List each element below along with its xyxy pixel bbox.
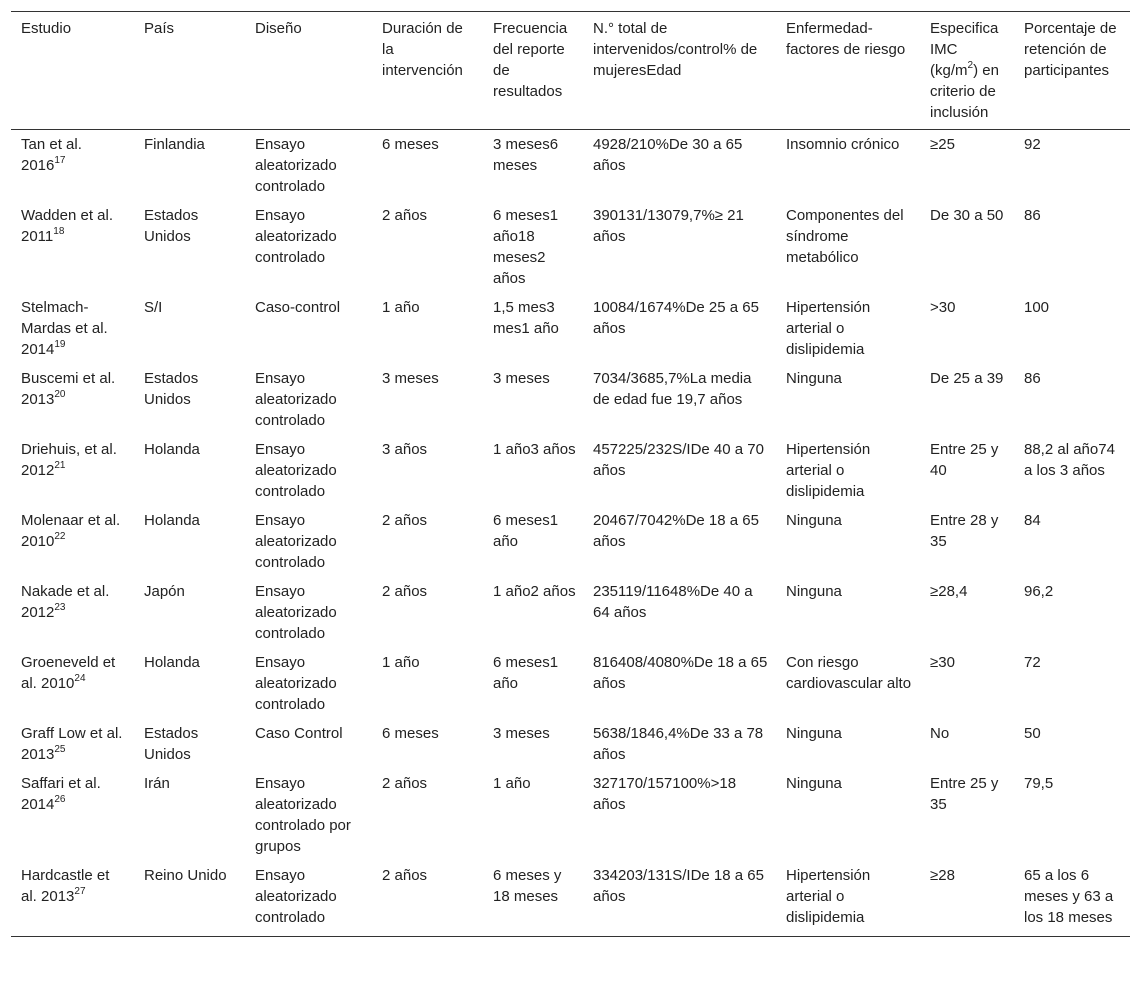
cell-retencion: 96,2	[1024, 583, 1054, 600]
cell-enfermedad: Con riesgo cardiovascular alto	[786, 654, 912, 692]
cell-estudio	[11, 719, 134, 769]
cell-total: 5638/1846,4%De 33 a 78 años	[593, 725, 764, 763]
cell-estudio	[11, 201, 134, 293]
reference-number: 20	[54, 389, 66, 400]
table-row	[11, 719, 1130, 769]
cell-pais: S/I	[144, 299, 163, 316]
cell-retencion: 84	[1024, 512, 1041, 529]
cell-frecuencia: 1 año3 años	[493, 441, 576, 458]
cell-diseno: Caso-control	[255, 299, 341, 316]
cell-frecuencia: 1,5 mes3 mes1 año	[493, 299, 559, 337]
cell-retencion: 50	[1024, 725, 1041, 742]
study-name: Hardcastle et al. 2013	[21, 867, 110, 905]
cell-diseno: Ensayo aleatorizado controlado	[255, 207, 337, 266]
cell-duracion: 2 años	[382, 207, 428, 224]
cell-estudio	[11, 293, 134, 364]
cell-duracion: 3 meses	[382, 370, 439, 387]
study-name: Buscemi et al. 2013	[21, 370, 116, 408]
reference-number: 18	[53, 226, 65, 237]
cell-diseno: Ensayo aleatorizado controlado	[255, 512, 337, 571]
study-name: Tan et al. 2016	[21, 136, 82, 174]
cell-pais: Reino Unido	[134, 861, 245, 937]
cell-retencion: 65 a los 6 meses y 63 a los 18 meses	[1014, 861, 1130, 937]
table-row	[11, 506, 1130, 577]
reference-number: 17	[54, 155, 66, 166]
cell-duracion: 2 años	[382, 775, 428, 792]
cell-estudio	[11, 364, 134, 435]
cell-diseno: Ensayo aleatorizado controlado	[255, 136, 337, 195]
cell-retencion: 92	[1024, 136, 1041, 153]
cell-diseno: Ensayo aleatorizado controlado	[255, 370, 337, 429]
study-name: Stelmach-Mardas et al. 2014	[21, 299, 108, 358]
cell-enfermedad: Hipertensión arterial o dislipidemia	[786, 441, 871, 500]
cell-total: 7034/3685,7%La media de edad fue 19,7 años	[593, 370, 752, 408]
cell-imc: Entre 28 y 35	[930, 512, 999, 550]
cell-estudio	[11, 769, 134, 861]
cell-duracion: 6 meses	[382, 725, 439, 742]
cell-duracion: 1 año	[382, 654, 420, 671]
cell-imc: Entre 25 y 35	[930, 775, 999, 813]
cell-estudio	[11, 506, 134, 577]
cell-pais: Estados Unidos	[144, 725, 199, 763]
cell-diseno: Caso Control	[255, 725, 343, 742]
header-retencion: Porcentaje de retención de participantes	[1014, 12, 1130, 130]
reference-number: 22	[54, 531, 66, 542]
cell-diseno: Ensayo aleatorizado controlado por grupos	[255, 775, 351, 855]
cell-enfermedad: Insomnio crónico	[786, 136, 900, 153]
cell-pais: Holanda	[144, 654, 200, 671]
cell-imc: De 30 a 50	[930, 207, 1004, 224]
header-estudio: Estudio	[11, 12, 134, 130]
header-diseno: Diseño	[245, 12, 372, 130]
study-name: Wadden et al. 2011	[21, 207, 113, 245]
reference-number: 19	[54, 339, 66, 350]
table-row	[11, 577, 1130, 648]
cell-frecuencia: 1 año	[493, 775, 531, 792]
header-imc	[920, 12, 1014, 130]
cell-pais: Estados Unidos	[144, 370, 199, 408]
cell-pais: Japón	[144, 583, 185, 600]
reference-number: 24	[74, 673, 86, 684]
header-duracion: Duración de la intervención	[372, 12, 483, 130]
cell-estudio	[11, 435, 134, 506]
cell-total: 390131/13079,7%≥ 21 años	[593, 207, 744, 245]
header-enfermedad: Enfermedad-factores de riesgo	[776, 12, 920, 130]
cell-frecuencia: 1 año2 años	[493, 583, 576, 600]
table-header-row	[11, 12, 1130, 130]
cell-diseno: Ensayo aleatorizado controlado	[245, 861, 372, 937]
study-name: Groeneveld et al. 2010	[21, 654, 116, 692]
cell-imc: De 25 a 39	[930, 370, 1004, 387]
reference-number: 21	[54, 460, 66, 471]
cell-duracion: 2 años	[382, 583, 428, 600]
cell-imc: ≥30	[930, 654, 955, 671]
cell-total: 10084/1674%De 25 a 65 años	[593, 299, 759, 337]
studies-table	[11, 11, 1130, 937]
studies-table-container	[11, 11, 1130, 937]
cell-estudio	[11, 861, 134, 937]
cell-retencion: 100	[1024, 299, 1050, 316]
cell-diseno: Ensayo aleatorizado controlado	[255, 441, 337, 500]
cell-duracion: 2 años	[382, 512, 428, 529]
cell-retencion: 72	[1024, 654, 1041, 671]
cell-imc: ≥25	[930, 136, 955, 153]
cell-pais: Finlandia	[144, 136, 205, 153]
cell-frecuencia: 3 meses	[493, 370, 550, 387]
cell-enfermedad: Ninguna	[786, 583, 842, 600]
study-name: Molenaar et al. 2010	[21, 512, 121, 550]
study-name: Nakade et al. 2012	[21, 583, 110, 621]
cell-retencion: 79,5	[1024, 775, 1054, 792]
cell-imc: Entre 25 y 40	[930, 441, 999, 479]
header-total: N.° total de intervenidos/control% de mujeresEdad	[583, 12, 776, 130]
cell-enfermedad: Ninguna	[786, 512, 842, 529]
header-imc-post: ) en criterio de inclusión	[930, 62, 999, 121]
table-row	[11, 293, 1130, 364]
cell-imc: >30	[930, 299, 956, 316]
cell-total: 327170/157100%>18 años	[593, 775, 737, 813]
reference-number: 25	[54, 744, 66, 755]
reference-number: 27	[74, 886, 86, 897]
cell-total: 235119/11648%De 40 a 64 años	[593, 583, 753, 621]
reference-number: 23	[54, 602, 66, 613]
cell-retencion: 88,2 al año74 a los 3 años	[1024, 441, 1115, 479]
table-row	[11, 861, 1130, 937]
table-row	[11, 769, 1130, 861]
cell-enfermedad: Ninguna	[786, 775, 842, 792]
cell-total: 816408/4080%De 18 a 65 años	[593, 654, 768, 692]
cell-retencion: 86	[1024, 207, 1041, 224]
header-imc-pre: Especifica IMC (kg/m	[930, 20, 999, 79]
cell-retencion: 86	[1024, 370, 1041, 387]
cell-total: 20467/7042%De 18 a 65 años	[593, 512, 759, 550]
cell-total: 334203/131S/IDe 18 a 65 años	[583, 861, 776, 937]
cell-imc: ≥28,4	[930, 583, 968, 600]
cell-enfermedad: Ninguna	[786, 725, 842, 742]
cell-frecuencia: 6 meses1 año18 meses2 años	[493, 207, 559, 287]
cell-frecuencia: 3 meses6 meses	[493, 136, 559, 174]
cell-duracion: 6 meses	[382, 136, 439, 153]
cell-total: 4928/210%De 30 a 65 años	[593, 136, 743, 174]
table-row	[11, 364, 1130, 435]
cell-duracion: 1 año	[382, 299, 420, 316]
header-frecuencia: Frecuencia del reporte de resultados	[483, 12, 583, 130]
cell-frecuencia: 6 meses1 año	[493, 654, 559, 692]
cell-pais: Holanda	[144, 441, 200, 458]
header-pais: País	[134, 12, 245, 130]
cell-frecuencia: 6 meses1 año	[493, 512, 559, 550]
cell-diseno: Ensayo aleatorizado controlado	[255, 654, 337, 713]
cell-enfermedad: Hipertensión arterial o dislipidemia	[786, 299, 871, 358]
cell-frecuencia: 3 meses	[493, 725, 550, 742]
cell-estudio	[11, 130, 134, 202]
cell-enfermedad: Componentes del síndrome metabólico	[786, 207, 904, 266]
table-row	[11, 201, 1130, 293]
header-imc-sup: 2	[967, 60, 974, 71]
cell-diseno: Ensayo aleatorizado controlado	[255, 583, 337, 642]
cell-pais: Irán	[144, 775, 170, 792]
table-row	[11, 435, 1130, 506]
cell-pais: Holanda	[144, 512, 200, 529]
study-name: Graff Low et al. 2013	[21, 725, 123, 763]
cell-frecuencia: 6 meses y 18 meses	[483, 861, 583, 937]
cell-duracion: 2 años	[372, 861, 483, 937]
table-row	[11, 648, 1130, 719]
reference-number: 26	[54, 794, 66, 805]
cell-estudio	[11, 577, 134, 648]
table-row	[11, 130, 1130, 202]
cell-estudio	[11, 648, 134, 719]
cell-pais: Estados Unidos	[144, 207, 199, 245]
cell-total: 457225/232S/IDe 40 a 70 años	[593, 441, 764, 479]
cell-duracion: 3 años	[382, 441, 428, 458]
cell-enfermedad: Ninguna	[786, 370, 842, 387]
cell-imc: ≥28	[920, 861, 1014, 937]
study-name: Saffari et al. 2014	[21, 775, 101, 813]
cell-enfermedad: Hipertensión arterial o dislipidemia	[776, 861, 920, 937]
study-name: Driehuis, et al. 2012	[21, 441, 117, 479]
cell-imc: No	[930, 725, 950, 742]
